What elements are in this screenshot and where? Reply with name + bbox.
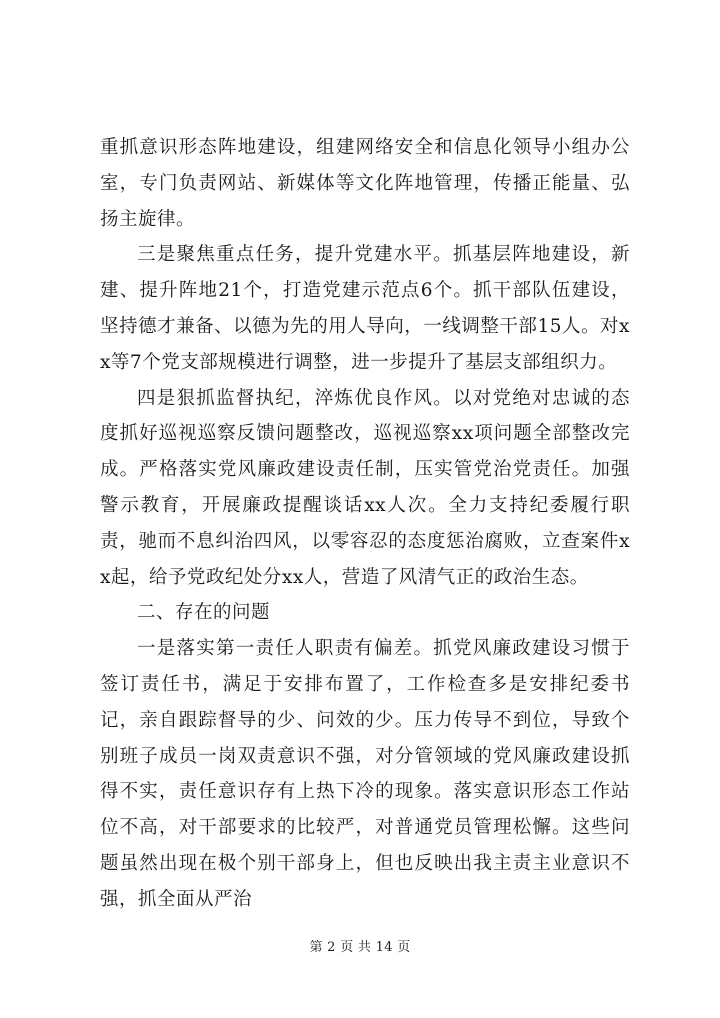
paragraph-responsibility-issues: 一是落实第一责任人职责有偏差。抓党风廉政建设习惯于签订责任书，满足于安排布置了，工作检查多是安排纪委书记，亲自跟踪督导的少、问效的少。压力传导不到位，导致个别班子成员一岗双责意识不强，对分管领域的党风廉政建设抓得不实，责任意识存有上热下冷的现象。落实意识形态工作站位不高，对干部要求的比较严，对普通党员管理松懈。这些问题虽然出现在极个别干部身上，但也反映出我主责主业意识不强，抓全面从严治: [100, 638, 630, 910]
page-number-footer: 第 2 页 共 14 页: [309, 940, 411, 955]
paragraph-discipline: 四是狠抓监督执纪，淬炼优良作风。以对党绝对忠诚的态度抓好巡视巡察反馈问题整改，巡视巡察xx项问题全部整改完成。严格落实党风廉政建设责任制，压实管党治党责任。加强警示教育，开展廉政提醒谈话xx人次。全力支持纪委履行职责，驰而不息纠治四风，以零容忍的态度惩治腐败，立查案件xx起，给予党政纪处分xx人，营造了风清气正的政治生态。: [100, 387, 630, 588]
document-body: [100, 130, 630, 918]
section-heading-problems: 二、存在的问题: [137, 602, 271, 624]
paragraph-ideology-continuation: 重抓意识形态阵地建设，组建网络安全和信息化领导小组办公室，专门负责网站、新媒体等文化阵地管理，传播正能量、弘扬主旋律。: [100, 137, 630, 230]
paragraph-party-building: 三是聚焦重点任务，提升党建水平。抓基层阵地建设，新建、提升阵地21个，打造党建示范点6个。抓干部队伍建设，坚持德才兼备、以德为先的用人导向，一线调整干部15人。对xx等7个党支部规模进行调整，进一步提升了基层支部组织力。: [100, 244, 630, 373]
